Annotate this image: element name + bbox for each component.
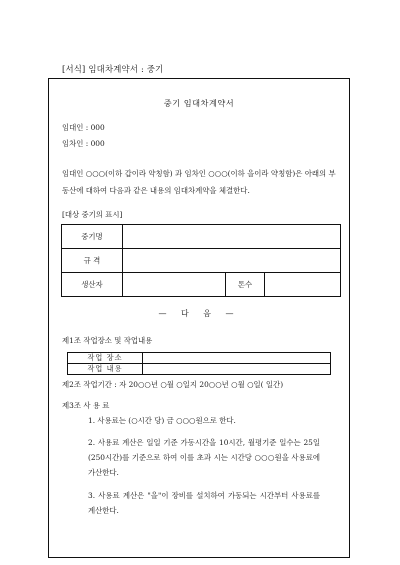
document-title: 중기 임대차계약서 [163,98,235,108]
equipment-section-label: [대상 중기의 표시] [62,210,123,219]
article1-title: 제1조 작업장소 및 작업내용 [62,336,153,345]
equipment-maker-label: 생산자 [62,273,123,297]
article3-item-3: 3. 사용료 계산은 "을"이 장비를 설치하여 가동되는 시간부터 사용료를 계산한다. [88,491,320,515]
document-frame [48,78,350,558]
article3-item-1: 1. 사용료는 (○시간 당) 금 ○○○원으로 한다. [88,416,236,425]
article3-title: 제3조 사 용 료 [62,401,110,410]
terms-heading: — 다 음 — [158,309,240,318]
equipment-spec-label: 규 격 [62,249,123,273]
lessor-line: 임대인 : 000 [62,123,105,132]
work-place-cell [143,353,331,364]
article2-line: 제2조 작업기간 : 자 20○○년 ○월 ○일지 20○○년 ○월 ○일( 일간) [62,380,284,389]
work-content-cell [143,364,331,375]
equipment-table [61,224,341,297]
equipment-maker-cell [123,273,226,297]
work-content-label: 작업 내용 [68,364,143,375]
equipment-spec-cell [123,249,341,273]
equipment-qty-cell [265,273,341,297]
lessee-line: 임차인 : 000 [62,139,105,148]
equipment-qty-label: 톤수 [226,273,265,297]
article3-item-2: 2. 사용료 계산은 일일 기준 가동시간을 10시간, 월평기준 일수는 25일(250시간)를 기준으로 하여 이를 초과 시는 시간당 ○○○원을 사용료에 가산한다. [88,438,320,477]
work-table [67,352,331,375]
intro-paragraph: 임대인 ○○○(이하 갑이라 약칭함) 과 임차인 ○○○(이하 을이라 약칭함)은 아래의 부동산에 대하여 다음과 같은 내용의 임대차계약을 체결한다. [62,169,336,195]
table-row [62,273,341,297]
table-row [68,353,331,364]
equipment-name-cell [123,225,341,249]
equipment-name-label: 중기명 [62,225,123,249]
table-row [62,249,341,273]
form-header-title: [서식] 임대차계약서 : 중기 [62,64,164,74]
table-row [62,225,341,249]
work-place-label: 작업 장소 [68,353,143,364]
table-row [68,364,331,375]
